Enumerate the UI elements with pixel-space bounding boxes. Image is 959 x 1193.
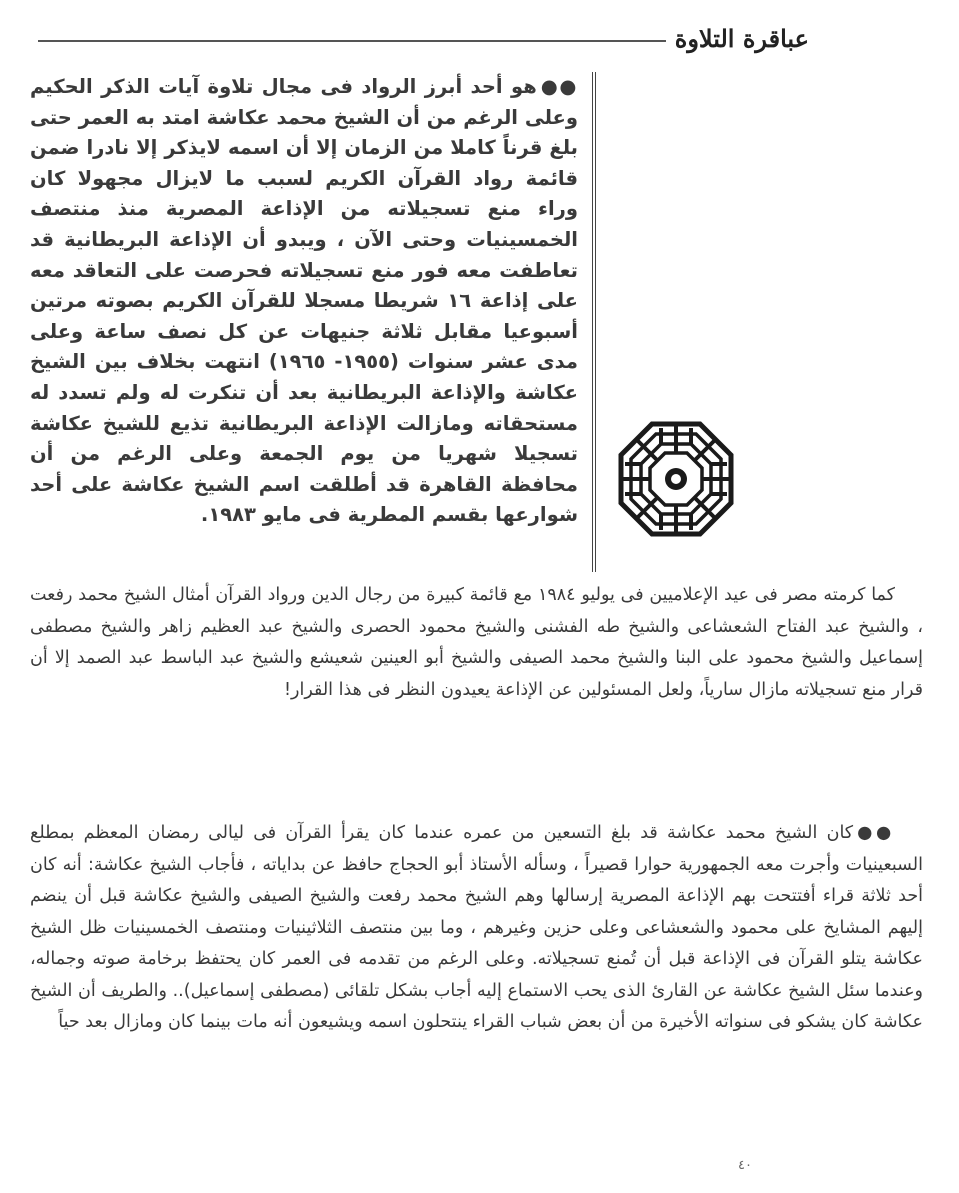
- boxed-highlight-section: [30, 72, 596, 572]
- body-paragraph-1: كما كرمته مصر فى عيد الإعلاميين فى يوليو ١٩٨٤ مع قائمة كبيرة من رجال الدين ورواد القرآن أمثال الشيخ محمد رفعت ، والشيخ عبد الفتاح الشعشاعى والشيخ طه الفشنى والشيخ محمود الحصرى والشيخ عبد العظيم زاهر والشيخ مصطفى إسماعيل والشيخ محمود على البنا والشيخ محمد الصيفى والشيخ أبو العينين شعيشع والشيخ عبد الباسط عبد الصمد إلا أن قرار منع تسجيلاته مازال سارياً، ولعل المسئولين عن الإذاعة يعيدون النظر فى هذا القرار!: [30, 585, 923, 700]
- kufic-ornament-icon: [617, 420, 735, 538]
- bullet-dots: ●●: [857, 823, 895, 843]
- body-paragraph-2: [30, 818, 923, 1148]
- bullet-dots: ●●: [540, 75, 578, 98]
- boxed-highlight-text: هو أحد أبرز الرواد فى مجال تلاوة آيات الذكر الحكيم وعلى الرغم من أن الشيخ محمد عكاشة امتد به العمر حتى بلغ قرناً كاملا من الزمان إلا أن اسمه لايذكر إلا نادرا ضمن قائمة رواد القرآن الكريم لسبب ما لايزال مجهولا كان وراء منع تسجيلاته من الإذاعة المصرية منذ منتصف الخمسينيات وحتى الآن ، ويبدو أن الإذاعة البريطانية قد تعاطفت معه فور منع تسجيلاته فحرصت على التعاقد معه على إذاعة ١٦ شريطا مسجلا للقرآن الكريم بصوته مرتين أسبوعيا مقابل ثلاثة جنيهات عن كل نصف ساعة وعلى مدى عشر سنوات (١٩٥٥- ١٩٦٥) انتهت بخلاف بين الشيخ عكاشة والإذاعة البريطانية بعد أن تنكرت له ولم تسدد له مستحقاته ومازالت الإذاعة البريطانية تذيع للشيخ عكاشة تسجيلا شهريا من يوم الجمعة وعلى الرغم من أن محافظة القاهرة قد أطلقت اسم الشيخ عكاشة على أحد شوارعها بقسم المطرية فى مايو ١٩٨٣.: [30, 75, 578, 527]
- body-paragraph-2-text: كان الشيخ محمد عكاشة قد بلغ التسعين من عمره عندما كان يقرأ القرآن فى ليالى رمضان المعظم بمطلع السبعينيات وأجرت معه الجمهورية حوارا قصيراً ، وسأله الأستاذ أبو الحجاج حافظ عن بداياته ، فأجاب الشيخ عكاشة: أنه كان أحد ثلاثة قراء أفتتحت بهم الإذاعة المصرية إرسالها وهم الشيخ محمد رفعت والشيخ الصيفى والشيخ عكاشة قبل أن ينضم إليهم المشايخ على محمود والشعشاعى وعلى حزين وغيرهم ، وما بين منتصف الثلاثينيات ومنتصف الخمسينيات ظل الشيخ عكاشة يتلو القرآن فى الإذاعة قبل أن تُمنع تسجيلاته. وعلى الرغم من تقدمه فى العمر كان يحتفظ برخامة صوته وجماله، وعندما سئل الشيخ عكاشة عن القارئ الذى يحب الاستماع إليه أجاب بشكل تلقائى (مصطفى إسماعيل).. والطريف أن الشيخ عكاشة كان يشكو فى سنواته الأخيرة من أن بعض شباب القراء ينتحلون اسمه ويشيعون أنه مات بينما كان ومازال بعد حياً: [30, 823, 923, 1032]
- page-number: ٤٠: [738, 1158, 752, 1173]
- header-rule: [38, 40, 666, 42]
- running-header-title: عباقرة التلاوة: [674, 24, 809, 53]
